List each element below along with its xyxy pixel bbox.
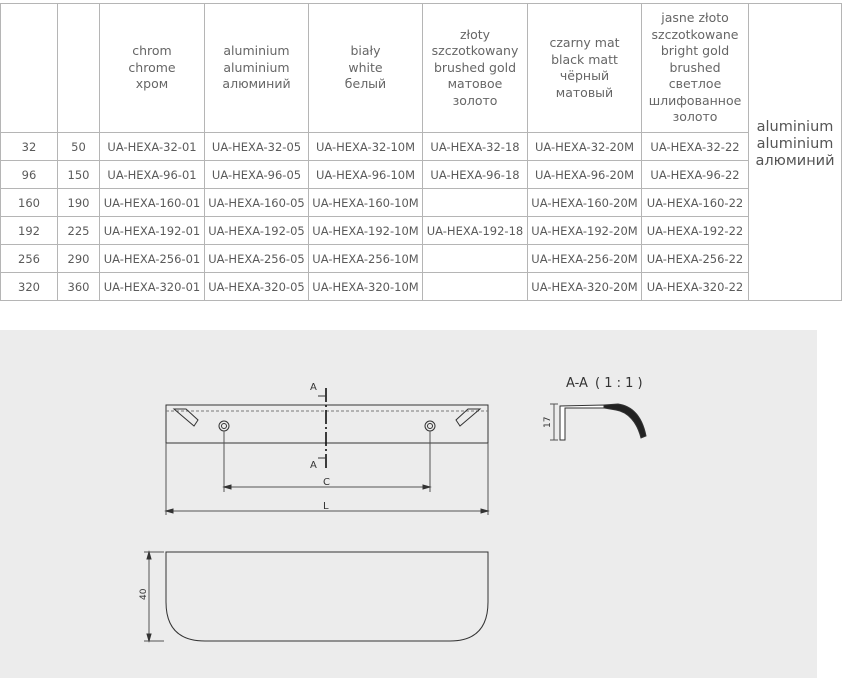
column-header bbox=[58, 4, 100, 133]
column-header-line: чёрный bbox=[559, 68, 610, 83]
table-cell bbox=[423, 189, 528, 217]
spec-table bbox=[0, 3, 842, 301]
table-cell bbox=[423, 245, 528, 273]
table-row bbox=[1, 133, 842, 161]
column-header bbox=[528, 4, 642, 133]
dimension-c-label: C bbox=[323, 477, 330, 488]
column-header-line: jasne złoto bbox=[661, 10, 729, 26]
table-cell: UA-HEXA-256-20M bbox=[528, 245, 642, 273]
column-header-line: хром bbox=[135, 76, 169, 92]
section-label: A-A bbox=[566, 376, 588, 391]
column-header-line: czarny mat bbox=[549, 35, 620, 50]
column-header-line: матовое bbox=[447, 76, 503, 92]
column-header-line: bright gold bbox=[660, 43, 730, 59]
column-header-line: алюминий bbox=[222, 76, 291, 92]
handle-front-view bbox=[144, 552, 488, 641]
table-cell: 320 bbox=[1, 273, 58, 301]
table-cell: UA-HEXA-160-10M bbox=[309, 189, 423, 217]
column-header-line: szczotkowany bbox=[431, 43, 519, 59]
column-header-line: white bbox=[348, 59, 383, 75]
table-cell: UA-HEXA-96-05 bbox=[205, 161, 309, 189]
table-cell: 32 bbox=[1, 133, 58, 161]
column-header-line: матовый bbox=[555, 84, 614, 100]
section-scale: ( 1 : 1 ) bbox=[595, 376, 643, 391]
section-a-a-profile bbox=[550, 404, 646, 440]
table-cell: UA-HEXA-160-22 bbox=[642, 189, 749, 217]
table-cell: UA-HEXA-96-18 bbox=[423, 161, 528, 189]
table-cell: 50 bbox=[58, 133, 100, 161]
table-cell: UA-HEXA-320-22 bbox=[642, 273, 749, 301]
table-row bbox=[1, 245, 842, 273]
column-header-line: золото bbox=[672, 109, 718, 125]
table-cell: UA-HEXA-96-22 bbox=[642, 161, 749, 189]
table-cell: 160 bbox=[1, 189, 58, 217]
table-cell: UA-HEXA-160-05 bbox=[205, 189, 309, 217]
material-header-cell bbox=[749, 4, 842, 133]
table-cell: UA-HEXA-192-20M bbox=[528, 217, 642, 245]
table-cell: UA-HEXA-320-20M bbox=[528, 273, 642, 301]
column-header-line: biały bbox=[350, 43, 381, 59]
table-cell: UA-HEXA-320-05 bbox=[205, 273, 309, 301]
table-cell: UA-HEXA-192-01 bbox=[100, 217, 205, 245]
table-cell: UA-HEXA-256-01 bbox=[100, 245, 205, 273]
material-line: алюминий bbox=[755, 152, 835, 169]
table-cell: 150 bbox=[58, 161, 100, 189]
dimension-l-label: L bbox=[323, 501, 329, 512]
table-cell: 256 bbox=[1, 245, 58, 273]
table-cell: UA-HEXA-96-01 bbox=[100, 161, 205, 189]
table-cell: UA-HEXA-32-22 bbox=[642, 133, 749, 161]
table-cell: UA-HEXA-160-20M bbox=[528, 189, 642, 217]
table-cell: UA-HEXA-192-05 bbox=[205, 217, 309, 245]
column-header bbox=[205, 4, 309, 133]
table-header-row bbox=[1, 4, 842, 133]
table-cell: 225 bbox=[58, 217, 100, 245]
column-header-line: chrom bbox=[132, 43, 172, 59]
cut-label-top: A bbox=[310, 382, 317, 393]
table-cell: UA-HEXA-32-20M bbox=[528, 133, 642, 161]
column-header-line: szczotkowane bbox=[651, 26, 739, 42]
table-cell: 96 bbox=[1, 161, 58, 189]
table-cell: 190 bbox=[58, 189, 100, 217]
column-header-line: aluminium bbox=[223, 43, 290, 59]
column-header-line: золото bbox=[452, 92, 498, 108]
table-cell: UA-HEXA-192-10M bbox=[309, 217, 423, 245]
column-header-line: black matt bbox=[551, 51, 618, 67]
table-cell: UA-HEXA-256-05 bbox=[205, 245, 309, 273]
table-cell: UA-HEXA-32-18 bbox=[423, 133, 528, 161]
table-cell: UA-HEXA-320-10M bbox=[309, 273, 423, 301]
column-header-line: белый bbox=[344, 76, 387, 92]
table-cell: 192 bbox=[1, 217, 58, 245]
section-height-dimension: 17 bbox=[543, 416, 553, 428]
column-header bbox=[100, 4, 205, 133]
material-line: aluminium bbox=[756, 135, 834, 152]
column-header bbox=[1, 4, 58, 133]
front-height-dimension: 40 bbox=[139, 588, 149, 600]
table-cell: UA-HEXA-32-10M bbox=[309, 133, 423, 161]
column-header bbox=[309, 4, 423, 133]
table-cell: 290 bbox=[58, 245, 100, 273]
column-header-line: chrome bbox=[128, 59, 176, 75]
table-cell: UA-HEXA-256-22 bbox=[642, 245, 749, 273]
handle-top-view bbox=[166, 388, 488, 515]
column-header bbox=[423, 4, 528, 133]
column-header-line: aluminium bbox=[223, 59, 290, 75]
table-cell bbox=[423, 273, 528, 301]
material-line: aluminium bbox=[756, 118, 834, 135]
table-cell: UA-HEXA-160-01 bbox=[100, 189, 205, 217]
table-row bbox=[1, 217, 842, 245]
column-header-line: brushed bbox=[669, 59, 721, 75]
table-cell: UA-HEXA-96-20M bbox=[528, 161, 642, 189]
technical-drawing bbox=[0, 330, 845, 678]
column-header-line: шлифованное bbox=[648, 92, 742, 108]
table-row bbox=[1, 189, 842, 217]
column-header bbox=[642, 4, 749, 133]
table-cell: UA-HEXA-192-22 bbox=[642, 217, 749, 245]
column-header-line: светлое bbox=[668, 76, 722, 92]
table-cell: UA-HEXA-192-18 bbox=[423, 217, 528, 245]
table-row bbox=[1, 273, 842, 301]
material-cell bbox=[749, 118, 842, 301]
column-header-line: złoty bbox=[459, 26, 491, 42]
table-cell: UA-HEXA-320-01 bbox=[100, 273, 205, 301]
cut-label-bottom: A bbox=[310, 460, 317, 471]
table-cell: UA-HEXA-32-05 bbox=[205, 133, 309, 161]
table-cell: 360 bbox=[58, 273, 100, 301]
table-cell: UA-HEXA-256-10M bbox=[309, 245, 423, 273]
table-cell: UA-HEXA-32-01 bbox=[100, 133, 205, 161]
table-row bbox=[1, 161, 842, 189]
table-cell: UA-HEXA-96-10M bbox=[309, 161, 423, 189]
column-header-line: brushed gold bbox=[433, 59, 517, 75]
